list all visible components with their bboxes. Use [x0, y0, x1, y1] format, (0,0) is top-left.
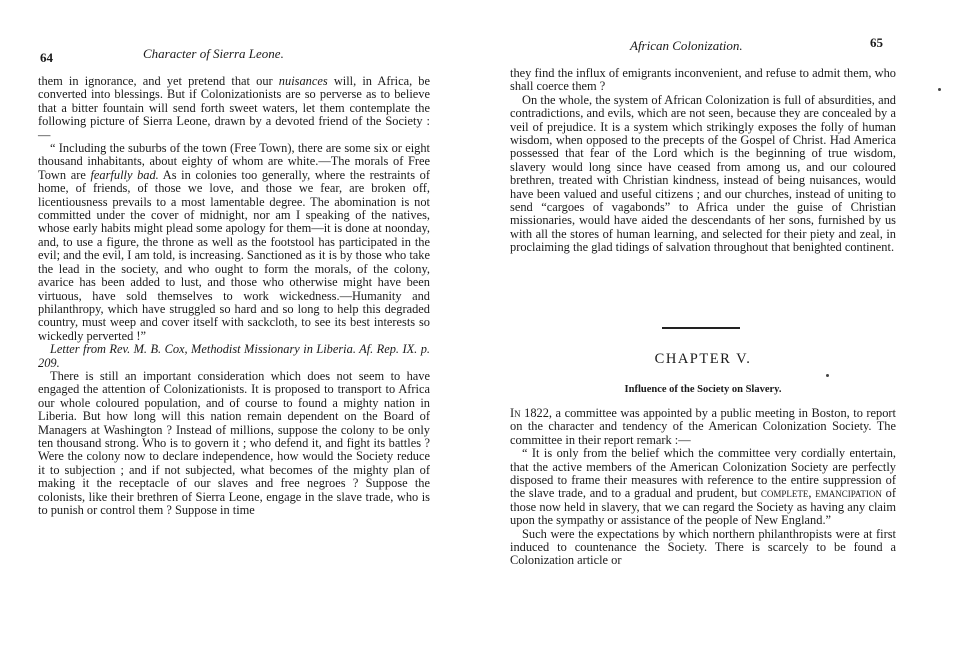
scan-speck — [826, 374, 829, 377]
chapter-paragraph-1: In 1822, a committee was appointed by a public meeting in Boston, to report on the character and tendency of the American Colonization Society. The committee in their report remark :— — [510, 406, 896, 447]
left-running-head: Character of Sierra Leone. — [143, 46, 284, 61]
left-paragraph-2-quote: “ Including the suburbs of the town (Free Town), there are some six or eight thousand inhabitants, about eighty of whom are white.—The morals of Free Town are fearfully bad. As in colonies too generally, where the restraints of home, of friends, of those we love, and those we fear, are broken off, licentiousness prevails to a most lamentable degree. The abomination is not committed under the cover of midnight, nor am I speaking of the natives, whose early habits might plead some apology for them—it is done at noonday, and, to use a figure, the throne as well as the footstool has participated in the evil; and the evil, I am told, is increasing. Sanctioned as it is by those who take the lead in the society, and who ought to form the morals, of the colony, avarice has been added to lust, and those who otherwise might have been virtuous, have sold themselves to work wickedness.—Humanity and philanthropy, which have struggled so hard and so long to help this degraded country, must weep and cover itself with sackcloth, to see its best interests so wickedly perverted !” — [38, 141, 430, 343]
chapter-heading: CHAPTER V. — [654, 351, 752, 367]
right-text-column-chapter — [510, 407, 896, 568]
chapter-paragraph-2-quote: “ It is only from the belief which the committee very cordially entertain, that the active members of the American Colonization Society are perfectly disposed to frame their measures with reference to the entire suppression of the slave trade, and to a gradual and prudent, but complete, emancipation of those now held in slavery, that we can regard the Society as having any claim upon the sympathy or assistance of the people of New England.” — [510, 446, 896, 528]
left-text-column — [38, 75, 430, 517]
left-citation: Letter from Rev. M. B. Cox, Methodist Missionary in Liberia. Af. Rep. IX. p. 209. — [38, 342, 430, 370]
left-page-number: 64 — [40, 50, 53, 65]
right-page — [490, 0, 980, 656]
left-paragraph-3: There is still an important consideration which does not seem to have engaged the attention of Colonizationists. It is proposed to transport to Africa our whole coloured population, and of course to found a mighty nation in Liberia. But how long will this nation remain dependent on the Board of Managers at Washington ? Instead of millions, suppose the colony to be only ten thousand strong. Who is to govern it ; who defend it, and fight its battles ? Were the colony now to declare independence, how would the Society reduce it to subjection ; and if not subjected, what becomes of the mighty plan of making it the receptacle of our slaves and free negroes ? Suppose the colonists, like their brethren of Sierra Leone, engage in the slave trade, who is to punish or control them ? Suppose in time — [38, 368, 430, 517]
section-divider-rule — [662, 327, 740, 329]
right-paragraph-2: On the whole, the system of African Colonization is full of absurdities, and contradictions, and evils, which are not seen, because they are concealed by a veil of prejudice. It is a system which strikingly exposes the folly of human wisdom, when opposed to the precepts of the Gospel of Christ. Had America possessed that fear of the Lord which is the beginning of true wisdom, slavery would long since have ceased from among us, and our coloured brethren, treated with Christian kindness, instead of being nuisances, would have been valued and useful citizens ; and our churches, instead of uniting to send “cargoes of vagabonds” to Africa under the guise of Christian missionaries, would have aided the descendants of her sons, furnished by us with all the stores of human learning, and selected for their piety and zeal, in proclaiming the glad tidings of salvation throughout that benighted continent. — [510, 92, 896, 255]
chapter-subtitle: Influence of the Society on Slavery. — [624, 384, 782, 395]
right-text-column-top — [510, 67, 896, 255]
scan-speck — [938, 88, 941, 91]
left-paragraph-1: them in ignorance, and yet pretend that our nuisances will, in Africa, be converted into blessings. But if Colonizationists are so perverse as to believe that a bitter fountain will send forth sweet waters, let them contemplate the following picture of Sierra Leone, drawn by a devoted friend of the Society :— — [38, 74, 431, 142]
right-running-head: African Colonization. — [630, 38, 743, 53]
chapter-paragraph-3: Such were the expectations by which northern philanthropists were at first induced to countenance the Society. There is scarcely to be found a Colonization article or — [510, 526, 896, 568]
right-paragraph-1: they find the influx of emigrants inconvenient, and refuse to admit them, who shall coerce them ? — [510, 66, 896, 94]
right-page-number: 65 — [870, 35, 883, 50]
